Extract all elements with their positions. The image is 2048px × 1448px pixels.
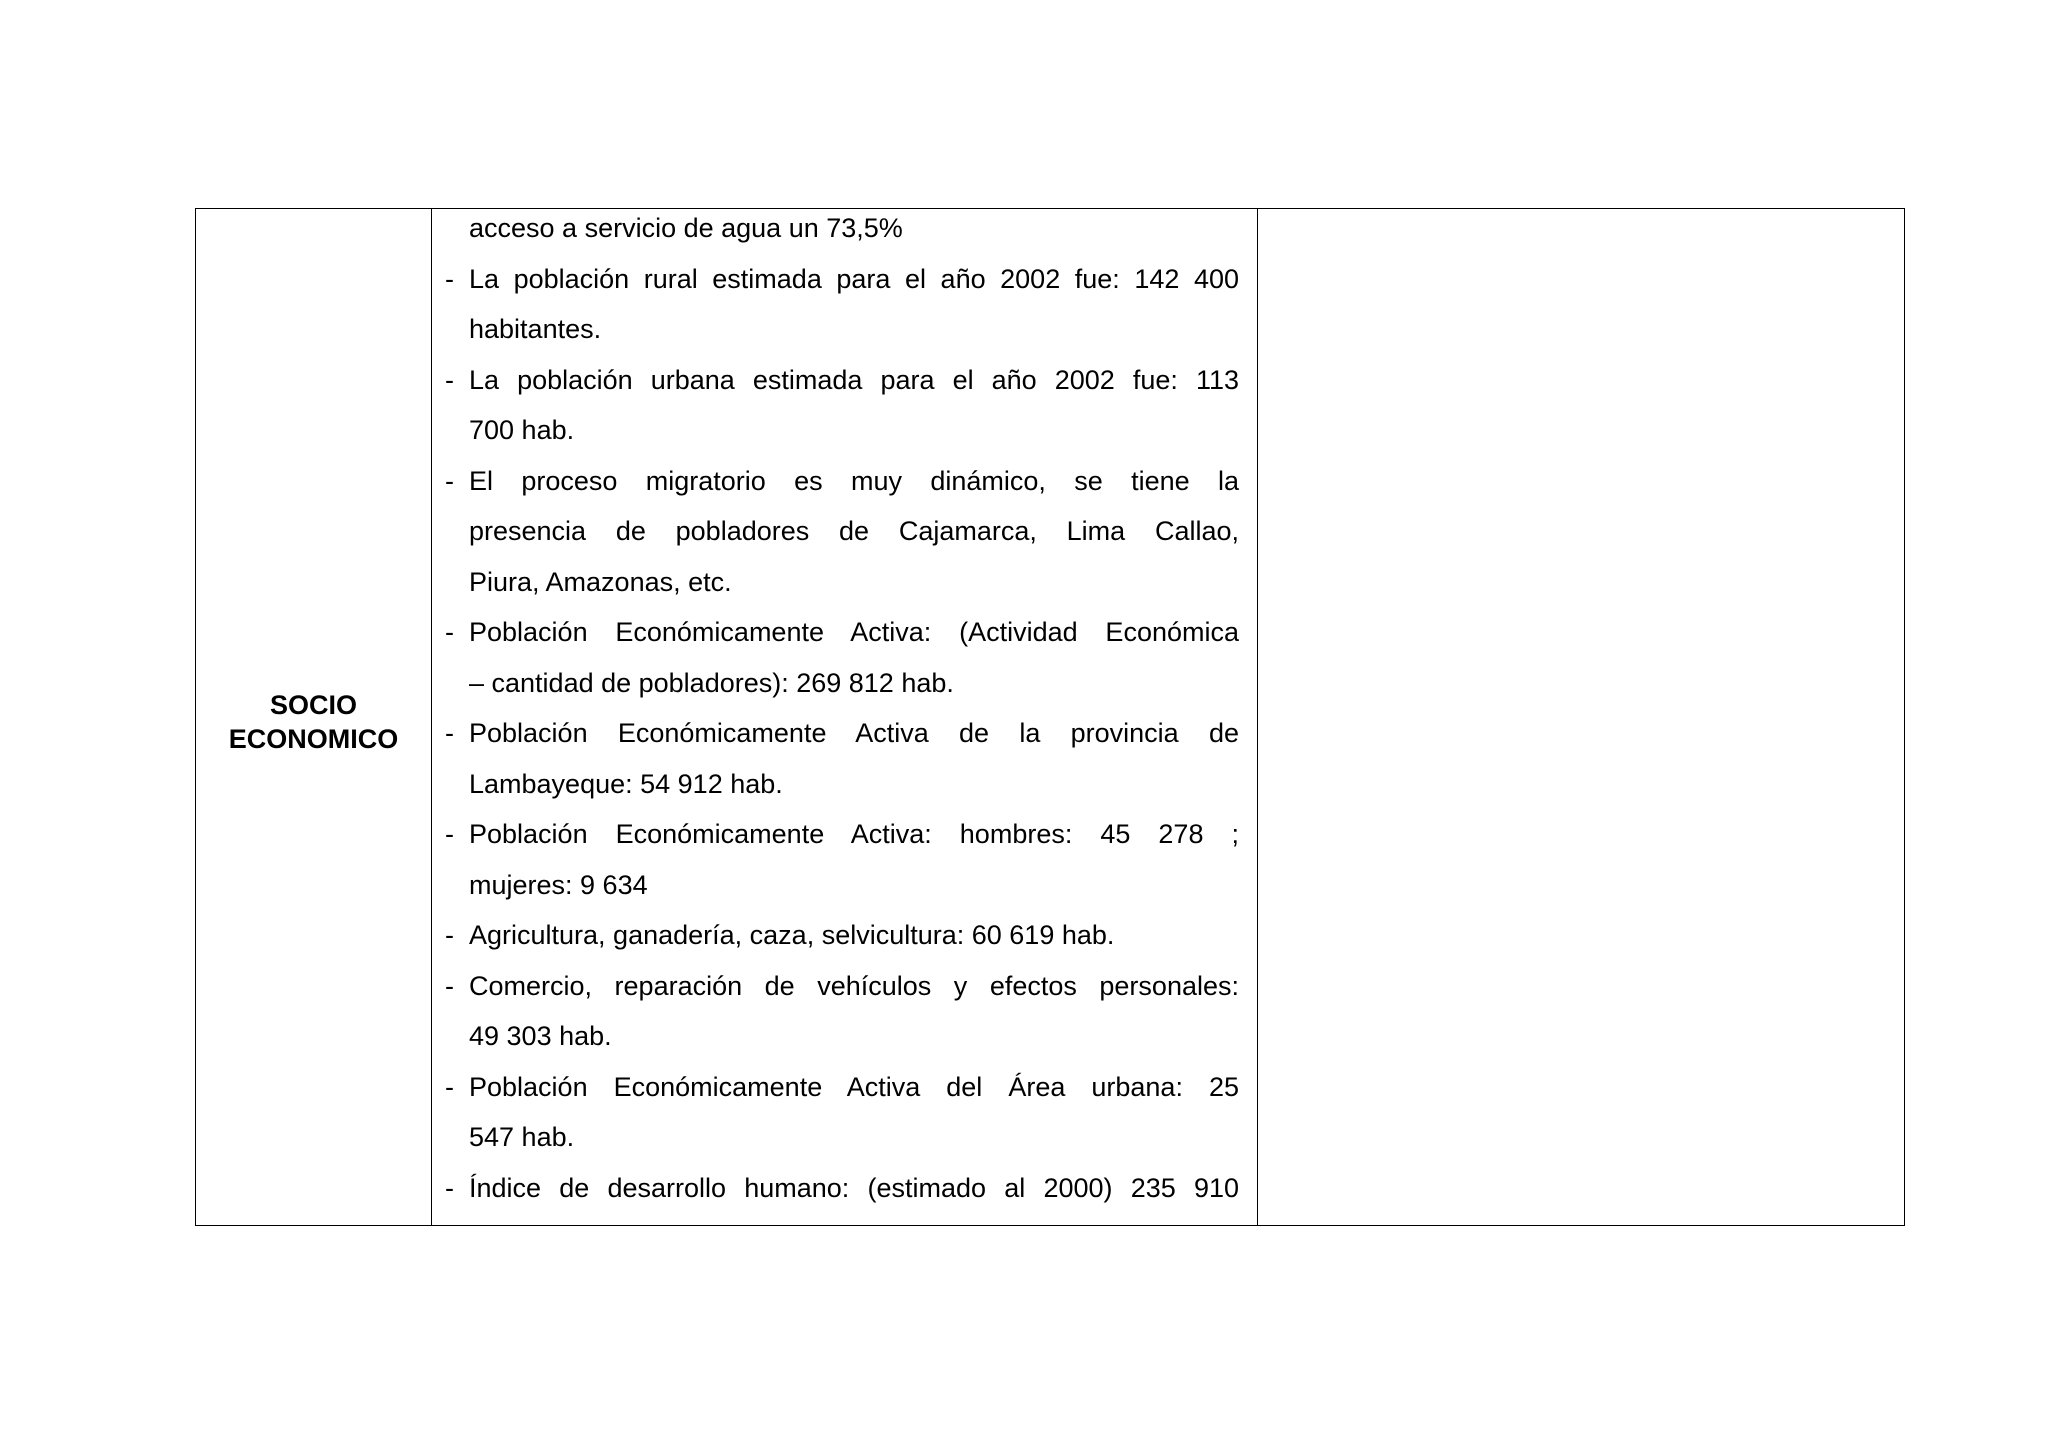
- line-text: La población urbana estimada para el año 2002 fue: 113: [469, 364, 1239, 395]
- line-text: Población Económicamente Activa: hombres: 45 278 ;: [469, 819, 1239, 849]
- line-text: Piura, Amazonas, etc.: [469, 566, 732, 597]
- bullet-item-line: [441, 1163, 1241, 1214]
- bullet-item-line: [441, 961, 1241, 1012]
- continuation-line: [441, 203, 1241, 254]
- continuation-line: [441, 304, 1241, 355]
- bullet-dash: -: [445, 465, 454, 496]
- continuation-line: [441, 1011, 1241, 1062]
- bullet-dash: -: [445, 718, 454, 748]
- line-text: El proceso migratorio es muy dinámico, se tiene la: [469, 465, 1239, 496]
- bullet-dash: -: [445, 970, 454, 1001]
- empty-notes-cell: [1259, 209, 1904, 1225]
- bullet-dash: -: [445, 1172, 454, 1203]
- continuation-line: [441, 860, 1241, 911]
- column-divider-1: [431, 209, 432, 1225]
- continuation-line: [441, 557, 1241, 608]
- category-label: [229, 688, 399, 756]
- continuation-line: [441, 658, 1241, 709]
- category-label-line-2: ECONOMICO: [228, 724, 399, 754]
- bullet-item-line: [441, 1062, 1241, 1113]
- line-text: 547 hab.: [469, 1122, 575, 1152]
- line-text: presencia de pobladores de Cajamarca, Lima Callao,: [469, 516, 1239, 546]
- continuation-line: [441, 759, 1241, 810]
- line-text: Lambayeque: 54 912 hab.: [469, 768, 783, 799]
- continuation-line: [441, 506, 1241, 557]
- line-text: Población Económicamente Activa del Área urbana: 25: [469, 1071, 1239, 1102]
- bullet-dash: -: [445, 1071, 454, 1102]
- line-text: acceso a servicio de agua un 73,5%: [469, 213, 903, 243]
- column-divider-2: [1257, 209, 1258, 1225]
- bullet-dash: -: [445, 263, 454, 294]
- continuation-line: [441, 405, 1241, 456]
- line-text: La población rural estimada para el año 2002 fue: 142 400: [469, 263, 1239, 294]
- category-label-line-1: SOCIO: [269, 690, 357, 720]
- line-text: Comercio, reparación de vehículos y efectos personales:: [469, 970, 1239, 1001]
- line-text: Población Económicamente Activa de la provincia de: [469, 718, 1239, 748]
- bullet-item-line: [441, 254, 1241, 305]
- continuation-line: [441, 1112, 1241, 1163]
- bullet-item-line: [441, 910, 1241, 961]
- line-text: 700 hab.: [469, 415, 575, 445]
- line-text: Índice de desarrollo humano: (estimado al 2000) 235 910: [469, 1172, 1239, 1203]
- line-text: mujeres: 9 634: [469, 869, 648, 900]
- content-cell: [441, 209, 1241, 1225]
- bullet-item-line: [441, 809, 1241, 860]
- bullet-dash: -: [445, 364, 454, 395]
- bullet-dash: -: [445, 617, 454, 647]
- bullet-item-line: [441, 456, 1241, 507]
- bullet-dash: -: [445, 819, 454, 849]
- line-text: – cantidad de pobladores): 269 812 hab.: [469, 667, 954, 698]
- line-text: Población Económicamente Activa: (Actividad Económica: [469, 617, 1239, 647]
- bullet-item-line: [441, 355, 1241, 406]
- line-text: habitantes.: [469, 314, 602, 344]
- bullet-item-line: [441, 607, 1241, 658]
- bullet-dash: -: [445, 920, 454, 950]
- document-table: [195, 208, 1905, 1226]
- line-text: Agricultura, ganadería, caza, selvicultura: 60 619 hab.: [469, 920, 1115, 950]
- bullet-item-line: [441, 708, 1241, 759]
- line-text: 49 303 hab.: [469, 1021, 612, 1051]
- category-cell: [196, 209, 431, 1225]
